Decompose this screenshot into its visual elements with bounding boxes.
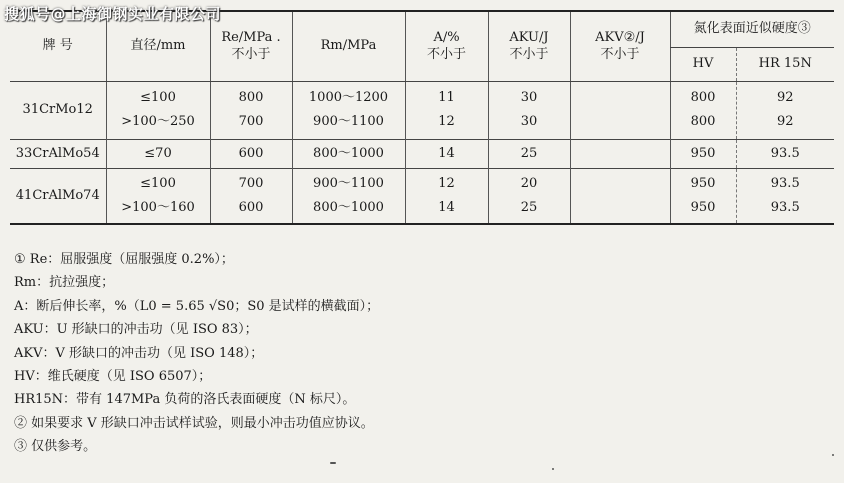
diameter-value: ≤100 — [140, 90, 176, 105]
re-value: 700 — [238, 114, 264, 129]
diameter-value: >100～250 — [121, 114, 195, 129]
hv-value: 950 — [690, 175, 716, 191]
a-value: 12 — [438, 175, 455, 191]
header-akv-label: AKV②/J — [595, 29, 645, 45]
hr15n-value: 93.5 — [770, 199, 800, 215]
table-row — [10, 81, 834, 139]
footnote-reference-only: ③ 仅供参考。 — [14, 439, 97, 455]
hv-value: 950 — [690, 199, 716, 215]
aku-value: 20 — [520, 175, 538, 191]
header-aku — [488, 11, 570, 81]
scan-speck — [832, 454, 834, 456]
re-value: 600 — [238, 199, 264, 215]
aku-value: 30 — [520, 90, 538, 105]
grade-cell: 33CrAlMo54 — [15, 145, 100, 161]
a-cell — [405, 168, 488, 224]
rm-value: 800～1000 — [313, 199, 384, 215]
hv-cell — [670, 81, 736, 139]
hr15n-value: 93.5 — [770, 175, 800, 191]
scan-speck — [330, 462, 336, 464]
hr15n-value: 93.5 — [736, 139, 834, 168]
a-cell — [405, 81, 488, 139]
diameter-value: ≤70 — [106, 139, 210, 168]
header-hr15n: HR 15N — [736, 47, 834, 81]
hv-value: 800 — [690, 114, 716, 129]
rm-value: 800～1000 — [292, 139, 405, 168]
akv-cell — [570, 139, 670, 168]
a-value: 14 — [405, 139, 488, 168]
a-value: 12 — [438, 114, 455, 129]
header-akv — [570, 11, 670, 81]
aku-value: 30 — [520, 114, 538, 129]
table-row — [10, 168, 834, 224]
rm-cell — [292, 168, 405, 224]
footnote-hr15n: HR15N：带有 147MPa 负荷的洛氏表面硬度（N 标尺）。 — [14, 392, 356, 408]
header-re-sub: 不小于 — [231, 47, 271, 63]
footnote-hv: HV：维氏硬度（见 ISO 6507）； — [14, 369, 212, 385]
a-value: 11 — [438, 90, 455, 105]
header-akv-sub: 不小于 — [600, 47, 640, 63]
header-aku-sub: 不小于 — [509, 47, 549, 63]
akv-cell — [570, 168, 670, 224]
hr15n-value: 92 — [776, 114, 794, 129]
header-aku-label: AKU/J — [509, 29, 549, 45]
hr15n-cell — [736, 81, 834, 139]
hr15n-value: 92 — [776, 90, 794, 105]
aku-cell — [488, 168, 570, 224]
header-hv: HV — [670, 47, 736, 81]
header-a-label: A/% — [433, 29, 460, 45]
aku-value: 25 — [488, 139, 570, 168]
footnotes — [14, 248, 379, 459]
re-cell — [210, 81, 292, 139]
hv-value: 800 — [690, 90, 716, 105]
header-hardness: 氮化表面近似硬度③ — [670, 11, 834, 47]
re-value: 700 — [238, 175, 264, 191]
header-a-sub: 不小于 — [426, 47, 466, 63]
diameter-cell — [106, 168, 210, 224]
grade-cell: 41CrAlMo74 — [15, 187, 100, 203]
hr15n-cell — [736, 168, 834, 224]
footnote-rm: Rm：抗拉强度； — [14, 275, 115, 291]
footnote-aku: AKU：U 形缺口的冲击功（见 ISO 83）； — [14, 322, 258, 338]
re-cell — [210, 168, 292, 224]
table-row — [10, 139, 834, 168]
rm-value: 1000～1200 — [308, 90, 389, 105]
footnote-re: ① Re：屈服强度（屈服强度 0.2%）； — [14, 252, 234, 267]
header-re-label: Re/MPa . — [221, 29, 281, 45]
akv-cell — [570, 81, 670, 139]
diameter-value: ≤100 — [140, 175, 176, 191]
header-a — [405, 11, 488, 81]
steel-properties-table — [10, 10, 834, 225]
watermark-text: 搜狐号@上海御钢实业有限公司 — [4, 5, 222, 23]
hv-cell — [670, 168, 736, 224]
rm-value: 900～1100 — [313, 175, 384, 191]
aku-cell — [488, 81, 570, 139]
diameter-cell — [106, 81, 210, 139]
a-value: 14 — [438, 199, 455, 215]
footnote-a: A：断后伸长率，%（L0 = 5.65 √S0；S0 是试样的横截面）； — [14, 298, 380, 314]
re-value: 600 — [210, 139, 292, 168]
header-diameter: 直径/mm — [106, 11, 210, 81]
rm-value: 900～1100 — [313, 114, 384, 129]
re-value: 800 — [238, 90, 264, 105]
footnote-akv-agreement: ② 如果要求 V 形缺口冲击试样试验，则最小冲击功值应协议。 — [14, 415, 374, 431]
footnote-akv: AKV：V 形缺口的冲击功（见 ISO 148）； — [14, 345, 264, 361]
header-grade: 牌 号 — [10, 11, 106, 81]
header-re — [210, 11, 292, 81]
aku-value: 25 — [520, 199, 538, 215]
header-rm: Rm/MPa — [292, 11, 405, 81]
grade-cell: 31CrMo12 — [22, 102, 93, 118]
rm-cell — [292, 81, 405, 139]
scan-speck — [552, 468, 554, 470]
diameter-value: >100～160 — [121, 199, 195, 215]
hv-value: 950 — [670, 139, 736, 168]
